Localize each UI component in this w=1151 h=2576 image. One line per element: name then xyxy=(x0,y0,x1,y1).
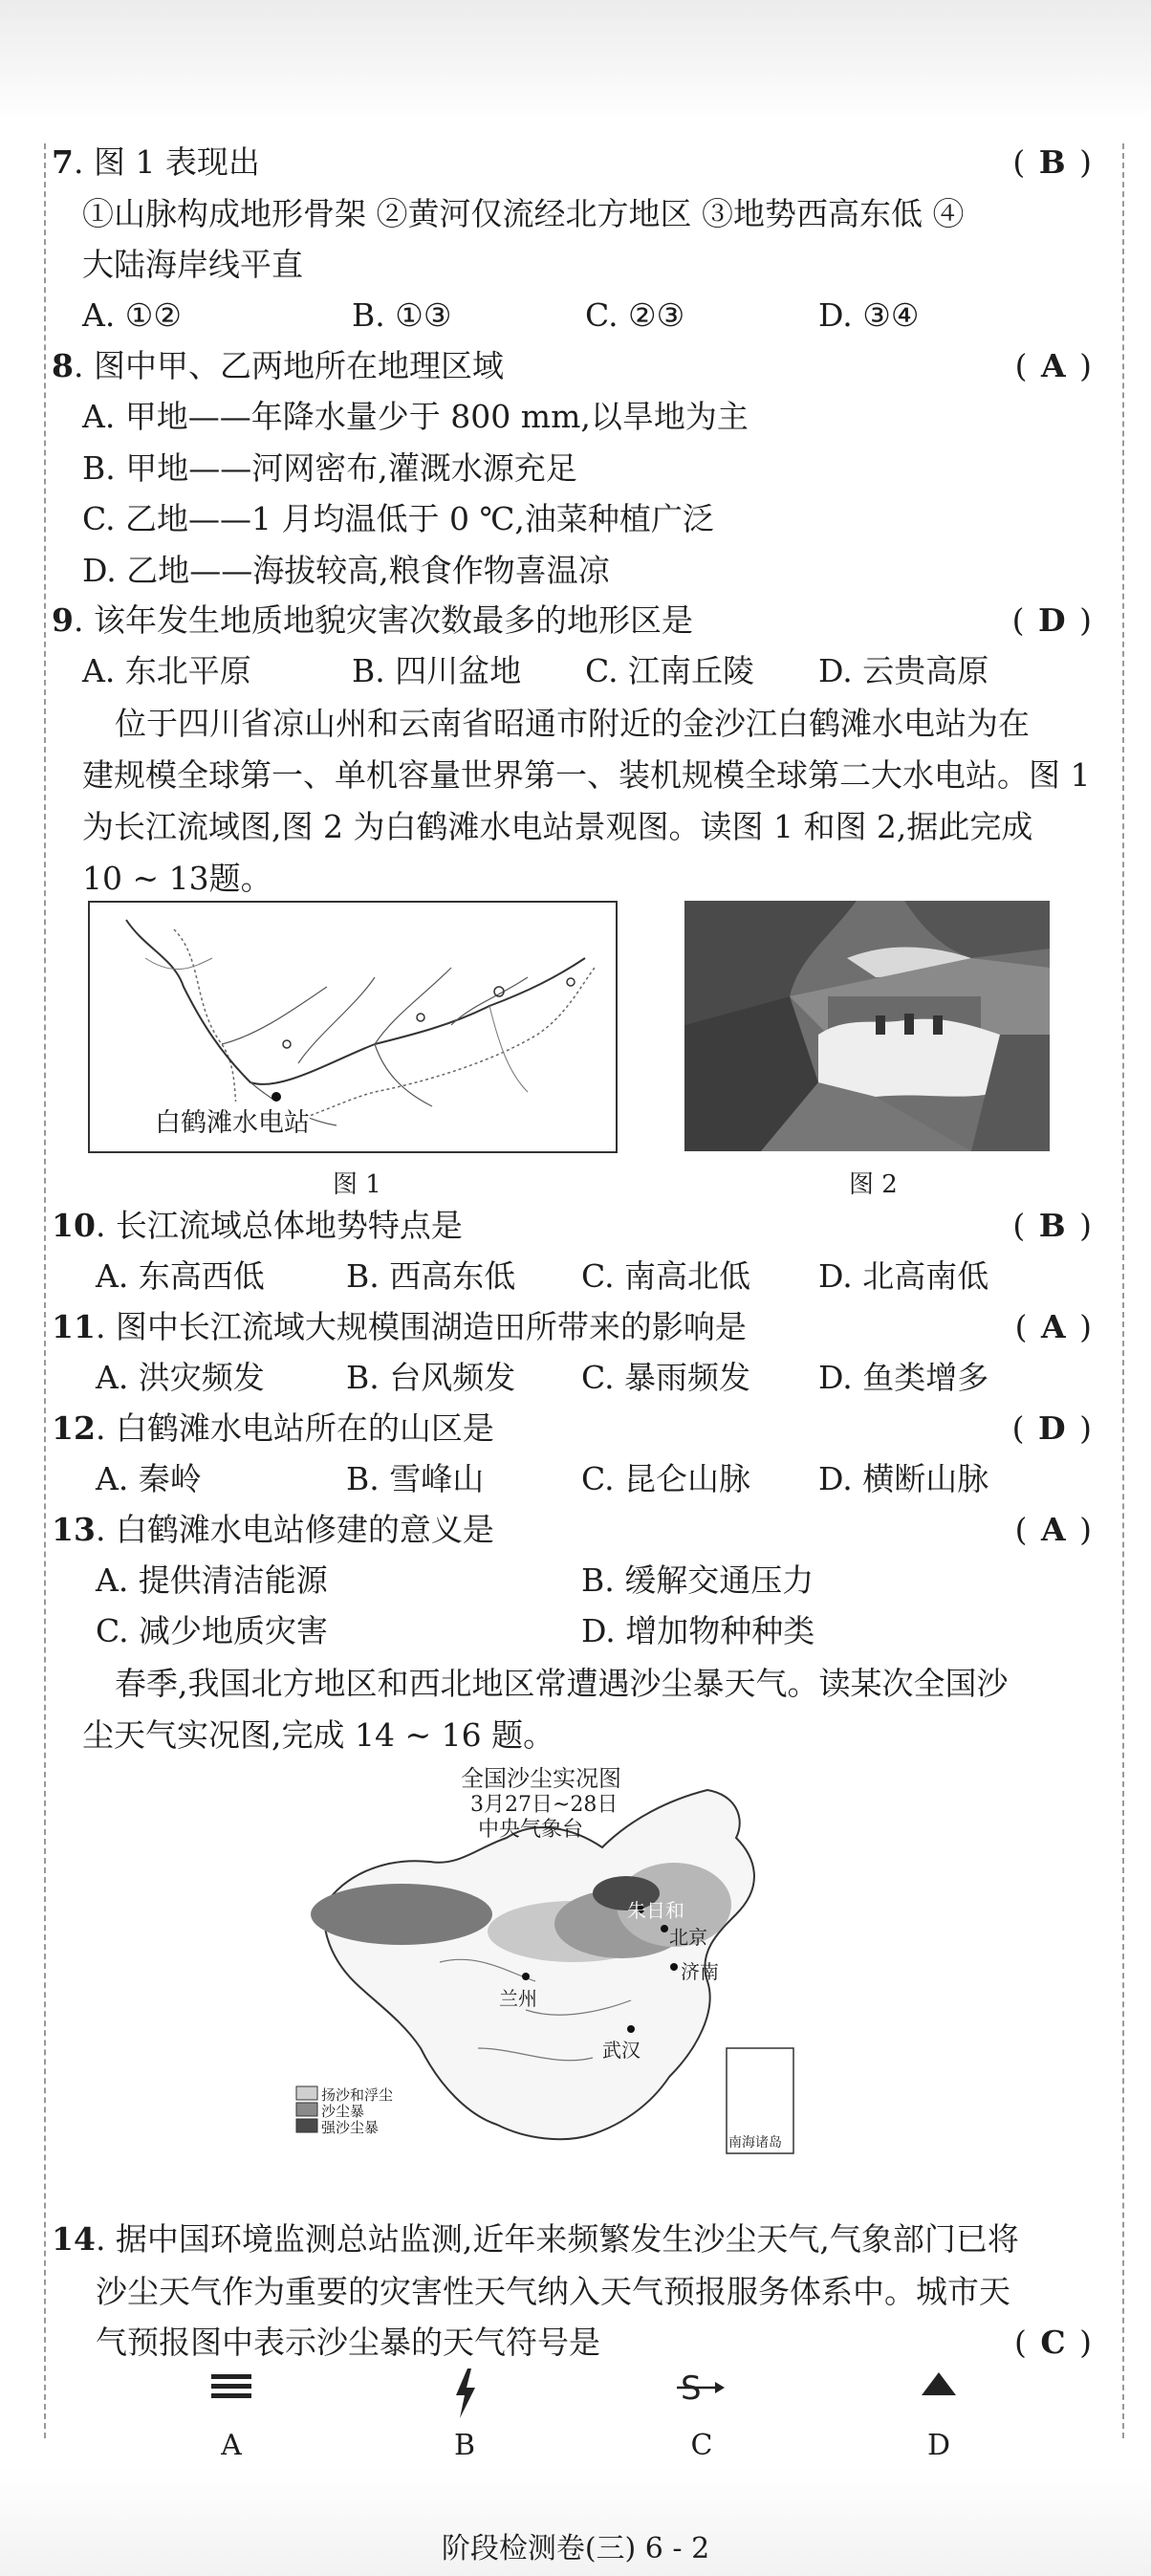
answer-letter: A xyxy=(1041,347,1068,384)
question-stem: . 长江流域总体地势特点是 xyxy=(95,1207,463,1244)
map-title: 全国沙尘实况图 xyxy=(461,1765,621,1792)
answer-bracket: ( A ) xyxy=(1014,1511,1094,1548)
answer-bracket: ( D ) xyxy=(1011,1409,1094,1447)
option-b: B. ①③ xyxy=(352,296,452,334)
option-d-label: D xyxy=(926,2429,951,2462)
passage-line: 位于四川省凉山州和云南省昭通市附近的金沙江白鹤滩水电站为在 xyxy=(115,705,1030,742)
option-c: C. 江南丘陵 xyxy=(585,652,755,689)
passage-line: 10 ~ 13题。 xyxy=(82,860,272,897)
question-number: 8 xyxy=(52,347,74,384)
svg-text:S: S xyxy=(681,2369,702,2408)
question-number: 11 xyxy=(52,1308,96,1345)
passage-line: 为长江流域图,图 2 为白鹤滩水电站景观图。读图 1 和图 2,据此完成 xyxy=(82,808,1033,845)
question-9 xyxy=(52,596,1094,645)
question-stem: . 图中长江流域大规模围湖造田所带来的影响是 xyxy=(95,1308,747,1345)
statement-line: ①山脉构成地形骨架 ②黄河仅流经北方地区 ③地势西高东低 ④ xyxy=(82,195,965,232)
answer-bracket: ( A ) xyxy=(1014,1308,1094,1345)
passage-line: 尘天气实况图,完成 14 ~ 16 题。 xyxy=(82,1716,555,1754)
option-c: C. 乙地——1 月均温低于 0 ℃,油菜种植广泛 xyxy=(82,500,714,537)
question-number: 13 xyxy=(52,1511,96,1548)
option-a-label: A xyxy=(221,2429,242,2462)
answer-bracket: ( D ) xyxy=(1011,601,1094,639)
question-stem: . 白鹤滩水电站修建的意义是 xyxy=(95,1511,494,1548)
power-station-label: 白鹤滩水电站 xyxy=(155,1102,310,1139)
dam-photo-illustration xyxy=(684,901,1050,1151)
right-dashed-margin xyxy=(1122,143,1124,2438)
legend-sandstorm: 沙尘暴 xyxy=(321,2103,365,2120)
city-label-beijing: 北京 xyxy=(669,1926,707,1949)
passage-line: 春季,我国北方地区和西北地区常遭遇沙尘暴天气。读某次全国沙 xyxy=(115,1665,1009,1702)
city-label-jinan: 济南 xyxy=(681,1960,719,1983)
option-b: B. 四川盆地 xyxy=(352,652,522,689)
legend-strong-sandstorm: 强沙尘暴 xyxy=(321,2119,380,2136)
question-stem: . 该年发生地质地貌灾害次数最多的地形区是 xyxy=(73,601,693,639)
passage-line: 建规模全球第一、单机容量世界第一、装机规模全球第二大水电站。图 1 xyxy=(82,756,1091,794)
top-shadow-band xyxy=(0,0,1151,124)
map-source: 中央气象台 xyxy=(478,1818,584,1842)
answer-letter: B xyxy=(1038,1207,1068,1244)
page-footer: 阶段检测卷(三) 6 - 2 xyxy=(441,2532,710,2565)
answer-bracket: ( B ) xyxy=(1012,1207,1094,1244)
question-12 xyxy=(52,1404,1094,1453)
answer-letter: C xyxy=(1040,2324,1068,2361)
left-dashed-margin xyxy=(44,143,46,2438)
option-d: D. 北高南低 xyxy=(818,1257,989,1295)
figure-2-dam-photo xyxy=(684,901,1050,1151)
option-b-label: B xyxy=(453,2429,476,2462)
option-a: A. 东高西低 xyxy=(96,1257,265,1295)
question-14-last-line xyxy=(96,2318,1094,2368)
answer-bracket: ( A ) xyxy=(1014,347,1094,384)
option-a: A. 东北平原 xyxy=(82,652,251,689)
option-a: A. ①② xyxy=(82,296,182,334)
option-d: D. ③④ xyxy=(818,296,920,334)
hail-symbol-icon xyxy=(901,2367,977,2409)
city-label-lanzhou: 兰州 xyxy=(499,1987,537,2010)
question-stem: . 图 1 表现出 xyxy=(73,143,260,181)
figure-1-yangtze-map xyxy=(88,901,618,1153)
option-b: B. 缓解交通压力 xyxy=(581,1561,814,1599)
option-c: C. 减少地质灾害 xyxy=(96,1612,329,1649)
question-number: 10 xyxy=(52,1207,96,1244)
option-c: C. ②③ xyxy=(585,296,685,334)
question-10 xyxy=(52,1201,1094,1251)
haze-symbol-icon xyxy=(193,2367,270,2409)
answer-letter: A xyxy=(1041,1511,1068,1548)
question-13 xyxy=(52,1505,1094,1555)
option-c: C. 南高北低 xyxy=(581,1257,751,1295)
option-d: D. 横断山脉 xyxy=(818,1460,989,1497)
answer-bracket: ( C ) xyxy=(1013,2324,1094,2361)
question-number: 12 xyxy=(52,1409,96,1447)
option-c: C. 暴雨频发 xyxy=(581,1359,751,1396)
option-c-label: C xyxy=(690,2429,713,2462)
figure-1-caption: 图 1 xyxy=(333,1170,381,1199)
option-d: D. 鱼类增多 xyxy=(818,1359,989,1396)
city-label-zhurihe: 朱日和 xyxy=(627,1899,684,1922)
question-14 xyxy=(52,2215,1094,2264)
question-8 xyxy=(52,341,1094,391)
question-stem: . 白鹤滩水电站所在的山区是 xyxy=(95,1409,494,1447)
question-stem: . 据中国环境监测总站监测,近年来频繁发生沙尘天气,气象部门已将 xyxy=(95,2220,1019,2258)
question-number: 7 xyxy=(52,143,74,181)
answer-letter: D xyxy=(1038,1409,1068,1447)
option-d: D. 乙地——海拔较高,粮食作物喜温凉 xyxy=(82,552,610,589)
question-number: 14 xyxy=(52,2220,96,2258)
figure-2-caption: 图 2 xyxy=(849,1170,898,1199)
dust-weather-map xyxy=(287,1761,803,2182)
city-label-wuhan: 武汉 xyxy=(602,2039,641,2062)
option-a: A. 甲地——年降水量少于 800 mm,以旱地为主 xyxy=(82,398,749,435)
question-stem-line: 气预报图中表示沙尘暴的天气符号是 xyxy=(96,2324,600,2361)
option-d: D. 增加物种种类 xyxy=(581,1612,815,1649)
option-a: A. 秦岭 xyxy=(96,1460,202,1497)
option-a: A. 提供清洁能源 xyxy=(96,1561,328,1599)
statement-line: 大陆海岸线平直 xyxy=(82,246,303,283)
question-number: 9 xyxy=(52,601,74,639)
question-stem: . 图中甲、乙两地所在地理区域 xyxy=(73,347,504,384)
question-7 xyxy=(52,138,1094,187)
answer-bracket: ( B ) xyxy=(1012,143,1094,181)
option-c: C. 昆仑山脉 xyxy=(581,1460,751,1497)
option-b: B. 雪峰山 xyxy=(346,1460,485,1497)
option-a: A. 洪灾频发 xyxy=(96,1359,265,1396)
sandstorm-area-west xyxy=(311,1884,492,1945)
question-11 xyxy=(52,1302,1094,1352)
lightning-symbol-icon xyxy=(426,2367,503,2424)
map-date: 3月27日~28日 xyxy=(470,1793,619,1817)
answer-letter: A xyxy=(1041,1308,1068,1345)
option-d: D. 云贵高原 xyxy=(818,652,989,689)
answer-letter: D xyxy=(1038,601,1068,639)
option-b: B. 西高东低 xyxy=(346,1257,516,1295)
option-b: B. 甲地——河网密布,灌溉水源充足 xyxy=(82,449,577,487)
sandstorm-symbol-icon xyxy=(663,2367,740,2412)
option-b: B. 台风频发 xyxy=(346,1359,516,1396)
legend-floating-dust: 扬沙和浮尘 xyxy=(321,2086,394,2104)
answer-letter: B xyxy=(1038,143,1068,181)
question-stem-line: 沙尘天气作为重要的灾害性天气纳入天气预报服务体系中。城市天 xyxy=(96,2273,1010,2310)
south-china-sea-inset-label: 南海诸岛 xyxy=(728,2135,782,2150)
